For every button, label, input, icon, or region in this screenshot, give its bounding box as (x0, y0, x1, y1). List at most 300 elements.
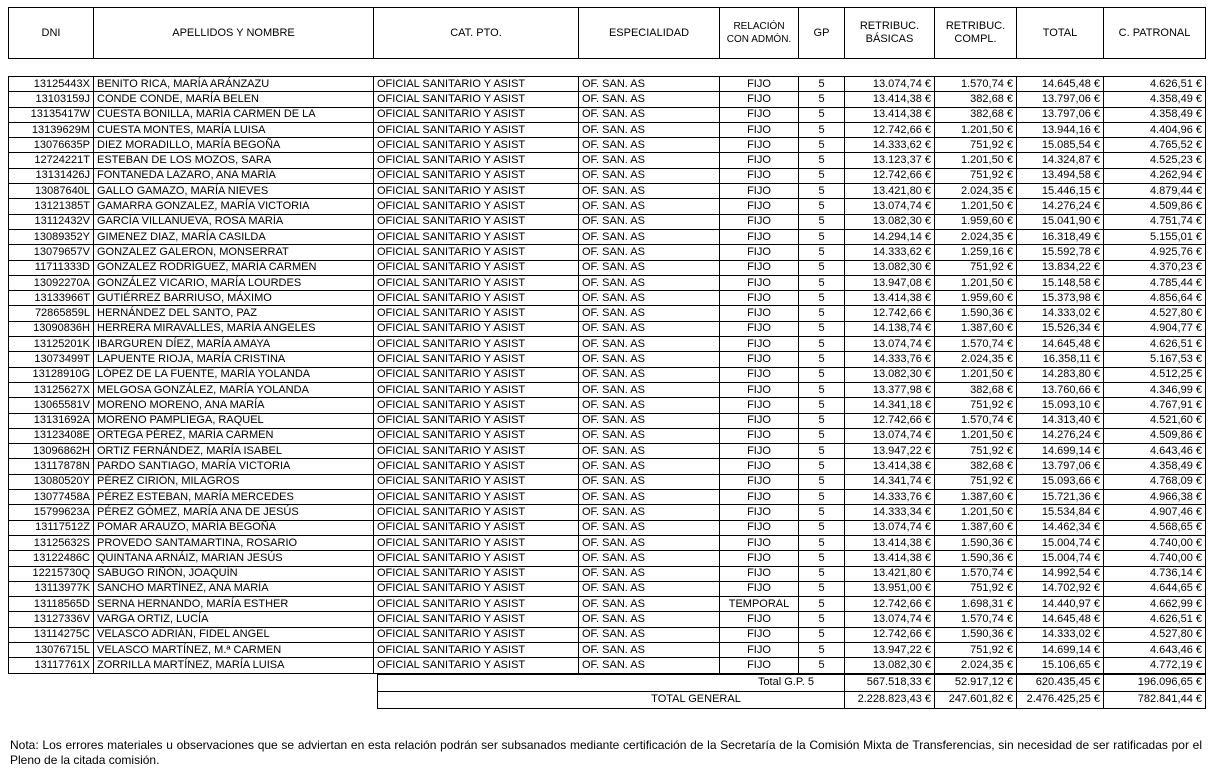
table-row (9, 413, 1206, 428)
cell-gp: 5 (799, 520, 845, 535)
cell-compl: 2.024,35 € (935, 658, 1017, 673)
cell-total: 13.834,22 € (1017, 260, 1104, 275)
cell-gp: 5 (799, 153, 845, 168)
cell-basicas: 12.742,66 € (845, 168, 935, 183)
header-basicas: RETRIBUC. BÁSICAS (845, 8, 935, 59)
cell-gp: 5 (799, 612, 845, 627)
cell-dni: 13077458A (9, 490, 94, 505)
cell-cat: OFICIAL SANITARIO Y ASIST (374, 612, 579, 627)
table-row (9, 490, 1206, 505)
cell-compl: 1.570,74 € (935, 337, 1017, 352)
cell-basicas: 13.414,38 € (845, 459, 935, 474)
cell-compl: 382,68 € (935, 459, 1017, 474)
cell-esp: OF. SAN. AS (579, 153, 720, 168)
cell-esp: OF. SAN. AS (579, 184, 720, 199)
cell-cat: OFICIAL SANITARIO Y ASIST (374, 77, 579, 92)
cell-compl: 751,92 € (935, 138, 1017, 153)
cell-total: 13.797,06 € (1017, 92, 1104, 107)
cell-total: 14.645,48 € (1017, 612, 1104, 627)
cell-total: 15.004,74 € (1017, 551, 1104, 566)
cell-total: 14.645,48 € (1017, 77, 1104, 92)
cell-cat: OFICIAL SANITARIO Y ASIST (374, 398, 579, 413)
cell-basicas: 14.333,62 € (845, 138, 935, 153)
header-dni: DNI (9, 8, 94, 59)
cell-gp: 5 (799, 92, 845, 107)
cell-rel: FIJO (720, 92, 799, 107)
cell-cat: OFICIAL SANITARIO Y ASIST (374, 122, 579, 137)
cell-name: GUTIÉRREZ BARRIUSO, MÁXIMO (94, 291, 374, 306)
cell-name: VELASCO MARTÍNEZ, M.ª CARMEN (94, 642, 374, 657)
cell-rel: FIJO (720, 612, 799, 627)
cell-name: ESTEBAN DE LOS MOZOS, SARA (94, 153, 374, 168)
cell-name: IBARGUREN DÍEZ, MARÍA AMAYA (94, 337, 374, 352)
cell-gp: 5 (799, 535, 845, 550)
cell-dni: 13131692A (9, 413, 94, 428)
cell-rel: FIJO (720, 398, 799, 413)
cell-total: 15.093,10 € (1017, 398, 1104, 413)
cell-esp: OF. SAN. AS (579, 413, 720, 428)
cell-gp: 5 (799, 321, 845, 336)
cell-esp: OF. SAN. AS (579, 581, 720, 596)
cell-basicas: 14.341,18 € (845, 398, 935, 413)
cell-rel: FIJO (720, 490, 799, 505)
cell-patronal: 5.155,01 € (1104, 229, 1206, 244)
cell-gp: 5 (799, 306, 845, 321)
cell-cat: OFICIAL SANITARIO Y ASIST (374, 413, 579, 428)
cell-compl: 1.201,50 € (935, 199, 1017, 214)
cell-patronal: 4.568,65 € (1104, 520, 1206, 535)
cell-total: 13.797,06 € (1017, 459, 1104, 474)
table-row (9, 658, 1206, 673)
table-row (9, 168, 1206, 183)
cell-basicas: 13.377,98 € (845, 382, 935, 397)
cell-esp: OF. SAN. AS (579, 122, 720, 137)
cell-total: 16.358,11 € (1017, 352, 1104, 367)
cell-basicas: 13.074,74 € (845, 199, 935, 214)
cell-gp: 5 (799, 260, 845, 275)
cell-esp: OF. SAN. AS (579, 199, 720, 214)
cell-basicas: 13.074,74 € (845, 428, 935, 443)
table-row (9, 107, 1206, 122)
cell-basicas: 12.742,66 € (845, 597, 935, 612)
cell-dni: 13117512Z (9, 520, 94, 535)
cell-dni: 13125632S (9, 535, 94, 550)
cell-patronal: 4.785,44 € (1104, 275, 1206, 290)
cell-dni: 13092270A (9, 275, 94, 290)
cell-total: 14.333,02 € (1017, 306, 1104, 321)
table-row (9, 275, 1206, 290)
cell-compl: 1.387,60 € (935, 490, 1017, 505)
cell-rel: FIJO (720, 382, 799, 397)
cell-rel: FIJO (720, 535, 799, 550)
cell-cat: OFICIAL SANITARIO Y ASIST (374, 168, 579, 183)
cell-cat: OFICIAL SANITARIO Y ASIST (374, 321, 579, 336)
cell-cat: OFICIAL SANITARIO Y ASIST (374, 367, 579, 382)
totals-table (377, 674, 1206, 709)
cell-total: 14.699,14 € (1017, 444, 1104, 459)
cell-cat: OFICIAL SANITARIO Y ASIST (374, 260, 579, 275)
cell-esp: OF. SAN. AS (579, 520, 720, 535)
cell-gp: 5 (799, 642, 845, 657)
cell-dni: 13117878N (9, 459, 94, 474)
cell-basicas: 13.414,38 € (845, 535, 935, 550)
cell-total: 14.462,34 € (1017, 520, 1104, 535)
cell-dni: 13089352Y (9, 229, 94, 244)
cell-esp: OF. SAN. AS (579, 245, 720, 260)
cell-gp: 5 (799, 658, 845, 673)
cell-gp: 5 (799, 275, 845, 290)
cell-compl: 1.201,50 € (935, 505, 1017, 520)
cell-patronal: 4.512,25 € (1104, 367, 1206, 382)
cell-total: 14.440,97 € (1017, 597, 1104, 612)
cell-cat: OFICIAL SANITARIO Y ASIST (374, 107, 579, 122)
cell-rel: FIJO (720, 352, 799, 367)
cell-rel: FIJO (720, 413, 799, 428)
cell-rel: FIJO (720, 291, 799, 306)
cell-name: CONDE CONDE, MARÍA BELEN (94, 92, 374, 107)
table-row (9, 382, 1206, 397)
cell-gp: 5 (799, 474, 845, 489)
cell-patronal: 4.643,46 € (1104, 444, 1206, 459)
cell-rel: FIJO (720, 658, 799, 673)
total-gp5-patronal: 196.096,65 € (1104, 674, 1206, 691)
cell-gp: 5 (799, 597, 845, 612)
cell-dni: 11711333D (9, 260, 94, 275)
cell-name: POMAR ARAUZO, MARÍA BEGOÑA (94, 520, 374, 535)
cell-cat: OFICIAL SANITARIO Y ASIST (374, 352, 579, 367)
cell-rel: FIJO (720, 551, 799, 566)
cell-esp: OF. SAN. AS (579, 367, 720, 382)
cell-dni: 13125627X (9, 382, 94, 397)
cell-basicas: 14.333,34 € (845, 505, 935, 520)
cell-dni: 13114275C (9, 627, 94, 642)
table-row (9, 321, 1206, 336)
cell-total: 15.085,54 € (1017, 138, 1104, 153)
cell-compl: 751,92 € (935, 260, 1017, 275)
cell-total: 15.592,78 € (1017, 245, 1104, 260)
cell-dni: 13122486C (9, 551, 94, 566)
cell-dni: 13133966T (9, 291, 94, 306)
cell-total: 14.333,02 € (1017, 627, 1104, 642)
total-gp5-compl: 52.917,12 € (935, 674, 1017, 691)
header-table (8, 7, 1206, 59)
cell-patronal: 4.879,44 € (1104, 184, 1206, 199)
cell-dni: 15799623A (9, 505, 94, 520)
cell-name: GALLO GAMAZO, MARÍA NIEVES (94, 184, 374, 199)
cell-dni: 13125443X (9, 77, 94, 92)
cell-cat: OFICIAL SANITARIO Y ASIST (374, 642, 579, 657)
cell-cat: OFICIAL SANITARIO Y ASIST (374, 214, 579, 229)
cell-total: 15.093,66 € (1017, 474, 1104, 489)
cell-basicas: 12.742,66 € (845, 627, 935, 642)
cell-basicas: 14.333,62 € (845, 245, 935, 260)
cell-basicas: 14.333,76 € (845, 352, 935, 367)
cell-gp: 5 (799, 291, 845, 306)
cell-total: 14.276,24 € (1017, 199, 1104, 214)
table-row (9, 520, 1206, 535)
cell-total: 15.106,65 € (1017, 658, 1104, 673)
cell-gp: 5 (799, 382, 845, 397)
cell-compl: 1.201,50 € (935, 367, 1017, 382)
cell-basicas: 13.074,74 € (845, 77, 935, 92)
cell-name: ZORRILLA MARTÍNEZ, MARÍA LUISA (94, 658, 374, 673)
cell-total: 16.318,49 € (1017, 229, 1104, 244)
cell-patronal: 4.644,65 € (1104, 581, 1206, 596)
cell-patronal: 4.740,00 € (1104, 551, 1206, 566)
cell-rel: TEMPORAL (720, 597, 799, 612)
cell-esp: OF. SAN. AS (579, 444, 720, 459)
cell-dni: 13076715L (9, 642, 94, 657)
table-row (9, 352, 1206, 367)
cell-dni: 13131426J (9, 168, 94, 183)
footnote: Nota: Los errores materiales u observaciones que se adviertan en esta relación podrán ser subsanados mediante certificación de la Secretaría de la Comisión Mixta de Transferencias, sin necesidad de ser ratificadas por el Pleno de la citada comisión. (10, 738, 1202, 767)
table-row (9, 444, 1206, 459)
table-body (9, 77, 1206, 674)
cell-rel: FIJO (720, 566, 799, 581)
cell-cat: OFICIAL SANITARIO Y ASIST (374, 566, 579, 581)
cell-compl: 1.570,74 € (935, 77, 1017, 92)
total-gp5-basicas: 567.518,33 € (845, 674, 935, 691)
cell-basicas: 13.947,22 € (845, 444, 935, 459)
cell-esp: OF. SAN. AS (579, 658, 720, 673)
table-row (9, 398, 1206, 413)
cell-basicas: 13.082,30 € (845, 214, 935, 229)
cell-dni: 13123408E (9, 428, 94, 443)
cell-patronal: 4.509,86 € (1104, 199, 1206, 214)
cell-rel: FIJO (720, 581, 799, 596)
cell-esp: OF. SAN. AS (579, 566, 720, 581)
cell-esp: OF. SAN. AS (579, 321, 720, 336)
cell-total: 14.324,87 € (1017, 153, 1104, 168)
cell-dni: 13125201K (9, 337, 94, 352)
cell-total: 14.283,80 € (1017, 367, 1104, 382)
cell-basicas: 13.082,30 € (845, 658, 935, 673)
cell-compl: 1.387,60 € (935, 520, 1017, 535)
cell-basicas: 13.947,08 € (845, 275, 935, 290)
cell-total: 13.494,58 € (1017, 168, 1104, 183)
cell-cat: OFICIAL SANITARIO Y ASIST (374, 581, 579, 596)
cell-rel: FIJO (720, 77, 799, 92)
cell-name: MORENO MORENO, ANA MARÍA (94, 398, 374, 413)
cell-rel: FIJO (720, 214, 799, 229)
cell-rel: FIJO (720, 229, 799, 244)
cell-esp: OF. SAN. AS (579, 627, 720, 642)
cell-gp: 5 (799, 168, 845, 183)
cell-name: CUESTA MONTES, MARÍA LUISA (94, 122, 374, 137)
cell-rel: FIJO (720, 153, 799, 168)
cell-name: MORENO PAMPLIEGA, RAQUEL (94, 413, 374, 428)
cell-rel: FIJO (720, 107, 799, 122)
cell-rel: FIJO (720, 245, 799, 260)
cell-basicas: 13.082,30 € (845, 260, 935, 275)
cell-dni: 13127336V (9, 612, 94, 627)
table-row (9, 337, 1206, 352)
cell-basicas: 13.421,80 € (845, 566, 935, 581)
cell-gp: 5 (799, 77, 845, 92)
cell-name: GONZALEZ GALERON, MONSERRAT (94, 245, 374, 260)
cell-cat: OFICIAL SANITARIO Y ASIST (374, 291, 579, 306)
cell-name: ORTEGA PÉREZ, MARÍA CARMEN (94, 428, 374, 443)
cell-compl: 1.590,36 € (935, 627, 1017, 642)
cell-patronal: 4.346,99 € (1104, 382, 1206, 397)
cell-name: GARCÍA VILLANUEVA, ROSA MARÍA (94, 214, 374, 229)
cell-dni: 13065581V (9, 398, 94, 413)
cell-compl: 2.024,35 € (935, 352, 1017, 367)
cell-gp: 5 (799, 184, 845, 199)
cell-dni: 13087640L (9, 184, 94, 199)
cell-gp: 5 (799, 398, 845, 413)
cell-compl: 1.201,50 € (935, 275, 1017, 290)
cell-gp: 5 (799, 413, 845, 428)
cell-basicas: 13.947,22 € (845, 642, 935, 657)
total-general-total: 2.476.425,25 € (1017, 691, 1104, 708)
cell-cat: OFICIAL SANITARIO Y ASIST (374, 551, 579, 566)
cell-name: GIMENEZ DIAZ, MARÍA CASILDA (94, 229, 374, 244)
cell-dni: 13076635P (9, 138, 94, 153)
cell-patronal: 4.527,80 € (1104, 306, 1206, 321)
cell-esp: OF. SAN. AS (579, 291, 720, 306)
cell-gp: 5 (799, 490, 845, 505)
cell-patronal: 4.740,00 € (1104, 535, 1206, 550)
cell-compl: 1.590,36 € (935, 306, 1017, 321)
cell-name: SABUGO RIÑÓN, JOAQUÍN (94, 566, 374, 581)
cell-compl: 1.959,60 € (935, 291, 1017, 306)
cell-compl: 751,92 € (935, 581, 1017, 596)
cell-basicas: 12.742,66 € (845, 122, 935, 137)
table-row (9, 612, 1206, 627)
cell-rel: FIJO (720, 459, 799, 474)
cell-basicas: 13.074,74 € (845, 337, 935, 352)
cell-name: CUESTA BONILLA, MARÍA CARMEN DE LA (94, 107, 374, 122)
cell-esp: OF. SAN. AS (579, 490, 720, 505)
cell-name: HERNÁNDEZ DEL SANTO, PAZ (94, 306, 374, 321)
cell-basicas: 14.341,74 € (845, 474, 935, 489)
table-row (9, 474, 1206, 489)
cell-total: 13.944,16 € (1017, 122, 1104, 137)
table-row (9, 199, 1206, 214)
cell-cat: OFICIAL SANITARIO Y ASIST (374, 184, 579, 199)
cell-rel: FIJO (720, 337, 799, 352)
cell-gp: 5 (799, 337, 845, 352)
cell-gp: 5 (799, 566, 845, 581)
table-row (9, 138, 1206, 153)
cell-cat: OFICIAL SANITARIO Y ASIST (374, 597, 579, 612)
cell-dni: 12215730Q (9, 566, 94, 581)
cell-patronal: 4.765,52 € (1104, 138, 1206, 153)
total-general-patronal: 782.841,44 € (1104, 691, 1206, 708)
cell-total: 14.276,24 € (1017, 428, 1104, 443)
cell-patronal: 4.772,19 € (1104, 658, 1206, 673)
cell-patronal: 4.907,46 € (1104, 505, 1206, 520)
total-gp5-total: 620.435,45 € (1017, 674, 1104, 691)
cell-name: VARGA ORTIZ, LUCÍA (94, 612, 374, 627)
cell-esp: OF. SAN. AS (579, 535, 720, 550)
cell-name: HERRERA MIRAVALLES, MARÍA ANGELES (94, 321, 374, 336)
cell-patronal: 4.904,77 € (1104, 321, 1206, 336)
cell-basicas: 13.123,37 € (845, 153, 935, 168)
table-row (9, 627, 1206, 642)
cell-esp: OF. SAN. AS (579, 398, 720, 413)
cell-basicas: 13.414,38 € (845, 107, 935, 122)
cell-compl: 382,68 € (935, 107, 1017, 122)
cell-esp: OF. SAN. AS (579, 107, 720, 122)
cell-name: GONZALEZ RODRÍGUEZ, MARÍA CARMEN (94, 260, 374, 275)
total-gp5-row (378, 674, 1206, 691)
cell-rel: FIJO (720, 520, 799, 535)
table-row (9, 291, 1206, 306)
cell-esp: OF. SAN. AS (579, 275, 720, 290)
cell-compl: 751,92 € (935, 642, 1017, 657)
cell-name: LÓPEZ DE LA FUENTE, MARÍA YOLANDA (94, 367, 374, 382)
cell-dni: 13090836H (9, 321, 94, 336)
cell-total: 15.004,74 € (1017, 535, 1104, 550)
cell-esp: OF. SAN. AS (579, 138, 720, 153)
cell-dni: 13118565D (9, 597, 94, 612)
cell-esp: OF. SAN. AS (579, 612, 720, 627)
cell-compl: 751,92 € (935, 444, 1017, 459)
cell-esp: OF. SAN. AS (579, 337, 720, 352)
header-rel: RELACIÓN CON ADMÓN. (720, 8, 799, 59)
table-row (9, 260, 1206, 275)
document-page (8, 7, 1205, 709)
cell-compl: 1.201,50 € (935, 428, 1017, 443)
cell-total: 15.534,84 € (1017, 505, 1104, 520)
cell-gp: 5 (799, 229, 845, 244)
cell-esp: OF. SAN. AS (579, 597, 720, 612)
cell-dni: 13117761X (9, 658, 94, 673)
cell-esp: OF. SAN. AS (579, 168, 720, 183)
table-row (9, 122, 1206, 137)
cell-gp: 5 (799, 444, 845, 459)
data-table (8, 76, 1206, 674)
cell-compl: 1.959,60 € (935, 214, 1017, 229)
table-row (9, 566, 1206, 581)
cell-esp: OF. SAN. AS (579, 428, 720, 443)
cell-cat: OFICIAL SANITARIO Y ASIST (374, 520, 579, 535)
cell-basicas: 12.742,66 € (845, 413, 935, 428)
cell-patronal: 4.626,51 € (1104, 337, 1206, 352)
cell-patronal: 4.370,23 € (1104, 260, 1206, 275)
cell-cat: OFICIAL SANITARIO Y ASIST (374, 459, 579, 474)
cell-total: 14.313,40 € (1017, 413, 1104, 428)
cell-name: PARDO SANTIAGO, MARÍA VICTORIA (94, 459, 374, 474)
cell-total: 15.446,15 € (1017, 184, 1104, 199)
cell-compl: 2.024,35 € (935, 229, 1017, 244)
cell-dni: 13112432V (9, 214, 94, 229)
cell-dni: 72865859L (9, 306, 94, 321)
header-patronal: C. PATRONAL (1104, 8, 1206, 59)
table-row (9, 153, 1206, 168)
cell-dni: 13121385T (9, 199, 94, 214)
cell-gp: 5 (799, 214, 845, 229)
cell-total: 13.760,66 € (1017, 382, 1104, 397)
cell-basicas: 13.421,80 € (845, 184, 935, 199)
cell-compl: 751,92 € (935, 398, 1017, 413)
cell-compl: 1.590,36 € (935, 535, 1017, 550)
cell-rel: FIJO (720, 505, 799, 520)
cell-total: 15.041,90 € (1017, 214, 1104, 229)
cell-gp: 5 (799, 107, 845, 122)
cell-cat: OFICIAL SANITARIO Y ASIST (374, 382, 579, 397)
cell-esp: OF. SAN. AS (579, 505, 720, 520)
cell-name: PÉREZ CIRIÓN, MILAGROS (94, 474, 374, 489)
cell-patronal: 4.966,38 € (1104, 490, 1206, 505)
cell-esp: OF. SAN. AS (579, 92, 720, 107)
cell-name: DIEZ MORADILLO, MARÍA BEGOÑA (94, 138, 374, 153)
total-general-compl: 247.601,82 € (935, 691, 1017, 708)
cell-basicas: 13.414,38 € (845, 92, 935, 107)
cell-name: SANCHO MARTÍNEZ, ANA MARÍA (94, 581, 374, 596)
